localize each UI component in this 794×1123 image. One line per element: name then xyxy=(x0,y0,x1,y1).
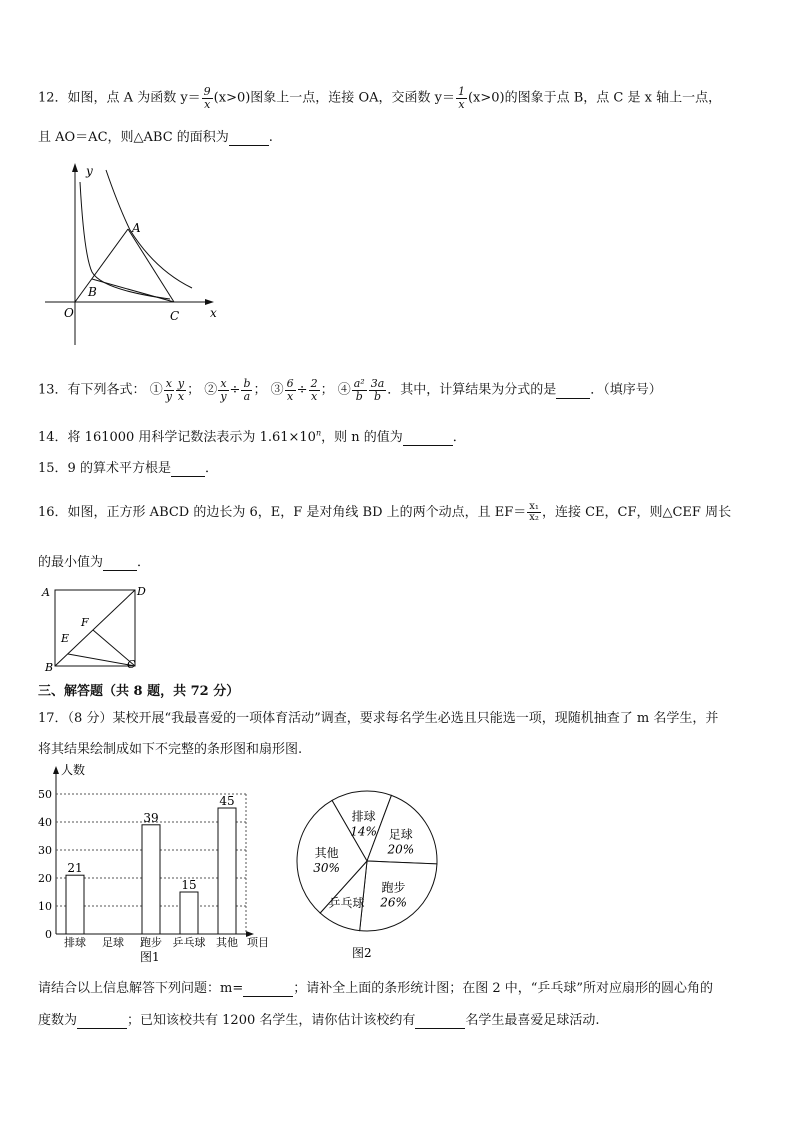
frac-num: 1 xyxy=(457,85,465,98)
q13-opt3-frac-a xyxy=(285,378,296,402)
bar xyxy=(66,875,84,934)
q14-answer-blank xyxy=(403,430,453,446)
q12-frac-1-over-x xyxy=(456,86,467,110)
q12-end: . xyxy=(268,130,273,145)
pie-slice-label: 其他 xyxy=(314,845,339,860)
bar-value-label: 39 xyxy=(143,810,159,825)
bar-tick-labels xyxy=(38,788,52,941)
bar-ytick-label: 20 xyxy=(38,872,52,885)
q16-end: ． xyxy=(137,555,151,570)
q13-op-div: ÷ xyxy=(229,382,241,398)
q17-text-b: ；请补全上面的条形统计图；在图 2 中，“乒乓球”所对应扇形的圆心角的 xyxy=(293,981,714,996)
bar-ytick-label: 50 xyxy=(38,788,52,801)
bar-rects xyxy=(66,794,236,934)
frac-num: 9 xyxy=(203,85,211,98)
pie-slice-label: 乒乓球 xyxy=(328,896,365,911)
q13-opt2-frac-b xyxy=(241,378,252,402)
q17-blank-football xyxy=(415,1013,465,1029)
q13-opt1-mark: ① xyxy=(149,382,163,398)
bar-category-label: 足球 xyxy=(102,936,124,949)
frac-num: y xyxy=(177,377,185,390)
q17-text-a: 请结合以上信息解答下列问题：m= xyxy=(38,981,244,996)
frac-num: a² xyxy=(353,377,365,390)
q13-opt4-frac-b xyxy=(369,378,387,402)
bar xyxy=(180,892,198,934)
q17-line4 xyxy=(38,1009,600,1029)
bar-ytick-label: 0 xyxy=(45,928,52,941)
frac-den: x xyxy=(310,389,318,403)
section-heading: 三、解答题（共 8 题，共 72 分） xyxy=(38,684,240,699)
bar xyxy=(142,825,160,934)
q16-text-b: ，连接 CE，CF，则△CEF 周长 xyxy=(541,505,732,520)
pie-slice-value: 30% xyxy=(313,860,340,875)
diagonal-BD xyxy=(55,590,135,666)
bar-value-label: 15 xyxy=(181,878,197,892)
q12-line1 xyxy=(38,86,721,110)
bar-chart xyxy=(30,760,280,970)
q13-opt1-frac-b xyxy=(176,378,186,402)
q13-op-div: ÷ xyxy=(296,382,308,398)
frac-den: y xyxy=(220,389,227,403)
x-axis-arrow xyxy=(205,299,214,305)
label-y: y xyxy=(86,164,93,178)
pie-slice-value: 26% xyxy=(380,895,407,910)
q13-text-c: ．（填序号） xyxy=(590,382,662,398)
label-x: x xyxy=(210,306,217,320)
label-O: O xyxy=(64,306,74,320)
frac-num: x xyxy=(165,377,172,390)
q14-line xyxy=(38,426,466,446)
q16-text-c: 的最小值为 xyxy=(38,555,104,570)
frac-den: b xyxy=(355,389,363,403)
pie-slice-value: 14% xyxy=(350,824,377,839)
frac-den: x xyxy=(204,97,211,111)
q13-line xyxy=(38,378,662,402)
q16-answer-blank xyxy=(103,555,137,571)
frac-den: b xyxy=(373,389,381,403)
bar-value-label: 45 xyxy=(219,794,235,808)
q13-sep1: ； xyxy=(187,382,201,398)
q17-text-c: 度数为 xyxy=(38,1013,78,1028)
label-C: C xyxy=(127,658,136,671)
bar-ylabel: 人数 xyxy=(61,763,86,777)
q14-end: ． xyxy=(452,430,466,445)
q12-text-c: (x>0)的图象于点 B，点 C 是 x 轴上一点， xyxy=(467,90,722,106)
q13-text-a: 13．有下列各式： xyxy=(38,382,146,398)
bar xyxy=(218,808,236,934)
frac-num: 3a xyxy=(370,377,385,390)
bar-y-arrow xyxy=(53,766,59,774)
q16-line2 xyxy=(38,551,150,571)
curve-1-over-x xyxy=(80,182,170,299)
bar-ytick-label: 10 xyxy=(38,900,52,913)
bar-title: 图1 xyxy=(140,950,160,964)
q15-end: ． xyxy=(204,461,218,476)
q13-text-b: ．其中，计算结果为分式的是 xyxy=(387,382,557,398)
label-A: A xyxy=(132,221,141,235)
q13-sep2: ； xyxy=(253,382,267,398)
pie-slice-label: 足球 xyxy=(388,827,413,842)
q12-figure xyxy=(40,160,230,350)
bar-category-label: 乒乓球 xyxy=(172,936,206,949)
q12-text-b: (x>0)图象上一点，连接 OA，交函数 y＝ xyxy=(213,90,455,106)
frac-den: a xyxy=(243,389,251,403)
q17-text-d: ；已知该校共有 1200 名学生，请你估计该校约有 xyxy=(127,1013,416,1028)
label-B: B xyxy=(45,661,54,674)
q17-line3 xyxy=(38,977,713,997)
q13-opt4-frac-a xyxy=(352,378,367,402)
pie-slice-value: 20% xyxy=(387,842,415,857)
q12-text-d: 且 AO＝AC，则△ABC 的面积为 xyxy=(38,130,229,145)
frac-den: y xyxy=(165,389,172,403)
q14-text-b: ，则 n 的值为 xyxy=(321,430,403,445)
q13-opt3-mark: ③ xyxy=(270,382,284,398)
q12-frac-9-over-x xyxy=(202,86,213,110)
q13-sep3: ； xyxy=(320,382,334,398)
bar-category-label: 排球 xyxy=(64,936,86,949)
segment-OA xyxy=(75,229,128,302)
q16-frac xyxy=(527,502,541,524)
q13-opt1-frac-a xyxy=(164,378,174,402)
q17-line2: 将其结果绘制成如下不完整的条形图和扇形图. xyxy=(38,742,303,757)
bar-value-label: 21 xyxy=(67,861,83,876)
pie-chart xyxy=(285,785,450,965)
label-E: E xyxy=(61,632,70,645)
label-C: C xyxy=(170,309,180,323)
q14-exponent: n xyxy=(315,428,322,438)
q13-opt2-mark: ② xyxy=(204,382,218,398)
frac-num: b xyxy=(243,377,251,390)
q16-text-a: 16．如图，正方形 ABCD 的边长为 6，E，F 是对角线 BD 上的两个动点，且 EF＝ xyxy=(38,505,527,520)
q12-answer-blank xyxy=(229,130,269,146)
frac-num: x₁ xyxy=(529,500,539,512)
frac-den: x xyxy=(287,389,294,403)
frac-den: x xyxy=(458,97,465,111)
bar-category-label: 跑步 xyxy=(140,936,162,949)
y-axis-arrow xyxy=(72,163,78,172)
label-B: B xyxy=(88,285,97,299)
q13-opt2-frac-a xyxy=(218,378,228,402)
q13-opt3-frac-b xyxy=(309,378,320,402)
q16-line1 xyxy=(38,501,731,524)
q15-answer-blank xyxy=(171,461,205,477)
q17-text-e: 名学生最喜爱足球活动. xyxy=(465,1013,600,1028)
q15-line xyxy=(38,457,218,477)
frac-num: 2 xyxy=(310,377,318,390)
q12-text-a: 12．如图，点 A 为函数 y＝ xyxy=(38,90,201,106)
frac-num: 6 xyxy=(286,377,294,390)
frac-den: x₂ xyxy=(529,512,539,523)
bar-category-label: 其他 xyxy=(216,936,238,949)
label-F: F xyxy=(81,616,89,629)
bar-ytick-label: 30 xyxy=(38,844,52,857)
q12-line2 xyxy=(38,126,273,146)
pie-title: 图2 xyxy=(352,946,372,960)
q16-figure xyxy=(38,582,148,674)
q14-text-a: 14．将 161000 用科学记数法表示为 1.61×10 xyxy=(38,430,316,445)
label-D: D xyxy=(137,585,146,598)
frac-den: x xyxy=(177,389,185,403)
bar-xlabel: 项目 xyxy=(247,936,269,949)
frac-num: x xyxy=(220,377,227,390)
q17-line1: 17．（8 分）某校开展“我最喜爱的一项体育活动”调查，要求每名学生必选且只能选一项，现随机抽查了 m 名学生，并 xyxy=(38,711,719,726)
q17-blank-angle xyxy=(77,1013,127,1029)
bar-ytick-label: 40 xyxy=(38,816,52,829)
q13-opt4-mark: ④ xyxy=(337,382,351,398)
pie-slice-label: 跑步 xyxy=(381,880,406,895)
curve-9-over-x xyxy=(106,170,192,288)
q13-answer-blank xyxy=(556,383,590,399)
segment-CE xyxy=(68,654,135,666)
q15-text: 15．9 的算术平方根是 xyxy=(38,461,171,476)
pie-slice-label: 排球 xyxy=(351,809,376,824)
bar-category-labels xyxy=(64,935,238,949)
q17-blank-m xyxy=(243,981,293,997)
label-A: A xyxy=(42,586,50,599)
